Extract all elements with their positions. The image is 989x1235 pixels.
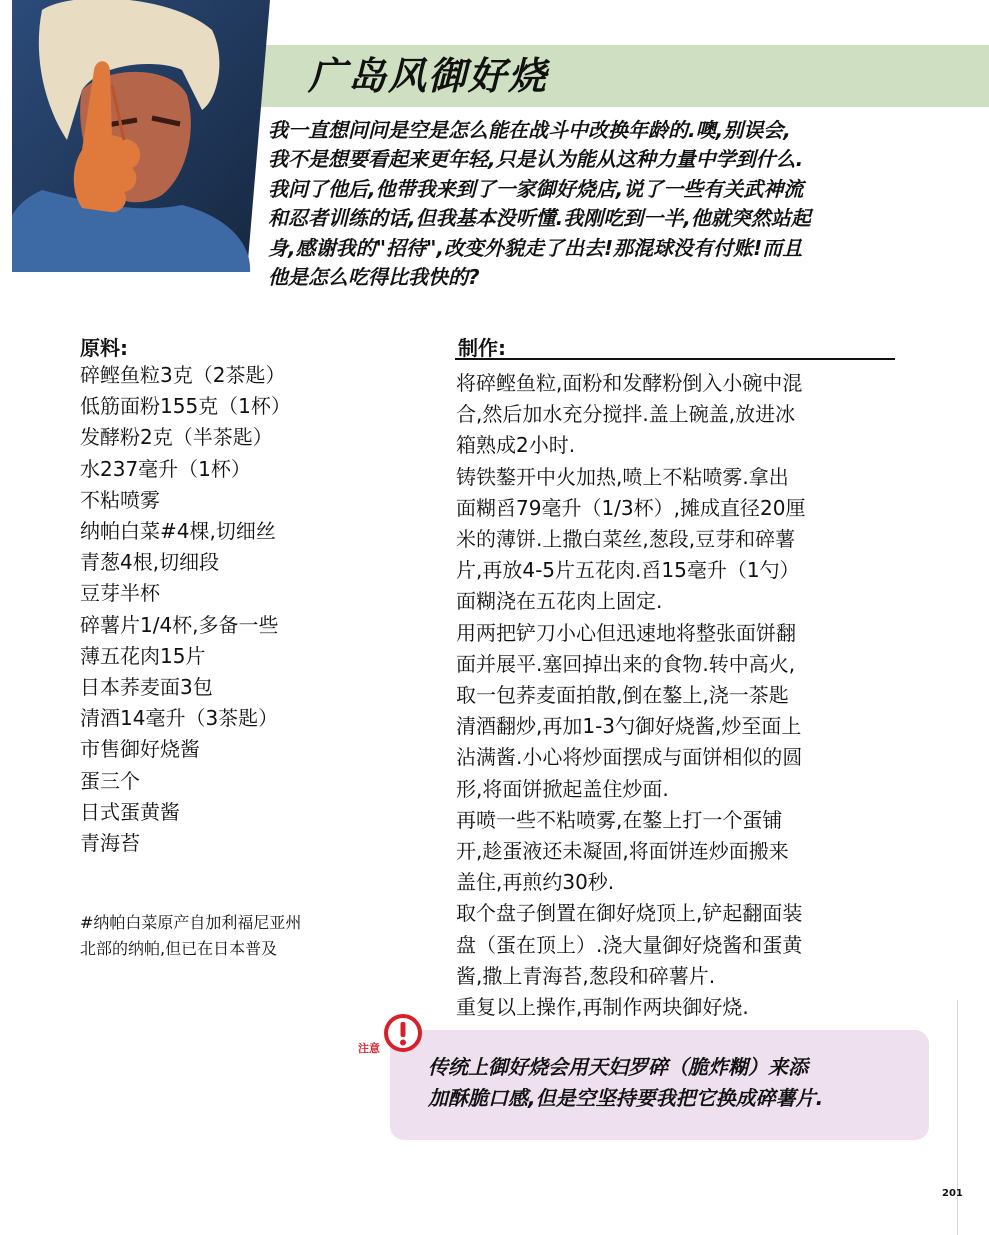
method-line: 取一包荞麦面拍散,倒在鏊上,浇一茶匙 xyxy=(456,683,789,708)
method-line: 片,再放4-5片五花肉.舀15毫升（1勺） xyxy=(456,558,800,583)
method-line: 重复以上操作,再制作两块御好烧. xyxy=(456,995,749,1020)
method-line: 将碎鲣鱼粒,面粉和发酵粉倒入小碗中混 xyxy=(456,371,803,395)
method-line: 箱熟成2小时. xyxy=(456,433,576,458)
ingredient-item: 市售御好烧酱 xyxy=(80,737,200,762)
ingredient-item: 纳帕白菜#4棵,切细丝 xyxy=(80,519,276,544)
method-line: 面糊舀79毫升（1/3杯）,摊成直径20厘 xyxy=(456,495,806,520)
method-line: 面并展平.塞回掉出来的食物.转中高火, xyxy=(456,651,796,676)
intro-text xyxy=(268,116,968,292)
method-line: 铸铁鏊开中火加热,喷上不粘喷雾.拿出 xyxy=(456,464,789,489)
ingredient-item: 水237毫升（1杯） xyxy=(80,456,251,481)
footnote-line: #纳帕白菜原产自加利福尼亚州 xyxy=(80,913,302,932)
method-line: 再喷一些不粘喷雾,在鏊上打一个蛋铺 xyxy=(456,807,783,832)
ingredient-item: 碎鲣鱼粒3克（2茶匙） xyxy=(80,363,286,387)
ingredient-item: 清酒14毫升（3茶匙） xyxy=(80,706,279,731)
footnote-line: 北部的纳帕,但已在日本普及 xyxy=(80,939,278,958)
ingredients-heading: 原料: xyxy=(80,336,128,360)
method-line: 用两把铲刀小心但迅速地将整张面饼翻 xyxy=(456,620,796,645)
ingredients-list xyxy=(80,360,291,859)
notice-line: 加酥脆口感,但是空坚持要我把它换成碎薯片. xyxy=(428,1086,824,1110)
ingredient-item: 发酵粉2克（半茶匙） xyxy=(80,425,273,450)
method-divider xyxy=(455,358,895,360)
ingredient-item: 青海苔 xyxy=(80,831,140,856)
method-line: 取个盘子倒置在御好烧顶上,铲起翻面装 xyxy=(456,901,803,926)
method-line: 米的薄饼.上撒白菜丝,葱段,豆芽和碎薯 xyxy=(456,527,796,552)
notice-label: 注意 xyxy=(358,1042,380,1055)
character-portrait xyxy=(12,0,270,272)
method-line: 清酒翻炒,再加1-3勺御好烧酱,炒至面上 xyxy=(456,714,802,739)
ingredient-item: 日式蛋黄酱 xyxy=(80,799,180,824)
method-line: 开,趁蛋液还未凝固,将面饼连炒面搬来 xyxy=(456,839,789,864)
intro-line: 我问了他后,他带我来到了一家御好烧店,说了一些有关武神流 xyxy=(268,176,804,201)
ingredient-item: 日本荞麦面3包 xyxy=(80,675,213,700)
intro-line: 我不是想要看起来更年轻,只是认为能从这种力量中学到什么. xyxy=(268,147,804,172)
method-line: 酱,撒上青海苔,葱段和碎薯片. xyxy=(456,963,716,988)
method-text xyxy=(456,368,805,1023)
method-line: 盖住,再煎约30秒. xyxy=(456,870,615,895)
ingredient-item: 薄五花肉15片 xyxy=(80,643,206,668)
intro-line: 身,感谢我的"招待",改变外貌走了出去!那混球没有付账!而且 xyxy=(268,235,803,260)
ingredient-item: 低筋面粉155克（1杯） xyxy=(80,394,291,419)
ingredient-item: 豆芽半杯 xyxy=(80,581,160,606)
intro-line: 他是怎么吃得比我快的? xyxy=(268,265,480,290)
method-line: 沾满酱.小心将炒面摆成与面饼相似的圆 xyxy=(456,745,803,770)
method-line: 合,然后加水充分搅拌.盖上碗盖,放进冰 xyxy=(456,402,796,427)
ingredient-item: 碎薯片1/4杯,多备一些 xyxy=(80,612,279,637)
intro-line: 和忍者训练的话,但我基本没听懂.我刚吃到一半,他就突然站起 xyxy=(268,206,811,231)
method-line: 形,将面饼掀起盖住炒面. xyxy=(456,776,669,801)
method-heading: 制作: xyxy=(458,336,506,360)
notice-text xyxy=(428,1052,823,1114)
page-number: 201 xyxy=(942,1188,963,1199)
method-line: 盘（蛋在顶上）.浇大量御好烧酱和蛋黄 xyxy=(456,932,803,957)
notice-line: 传统上御好烧会用天妇罗碎（脆炸糊）来添 xyxy=(428,1055,808,1079)
page-edge-line xyxy=(957,1000,958,1235)
exclamation-icon xyxy=(383,1013,423,1053)
ingredient-item: 青葱4根,切细段 xyxy=(80,550,220,575)
ingredient-footnote xyxy=(80,910,301,962)
ingredient-item: 不粘喷雾 xyxy=(80,487,160,512)
ingredient-item: 蛋三个 xyxy=(80,768,140,793)
method-line: 面糊浇在五花肉上固定. xyxy=(456,589,663,614)
page-title: 广岛风御好烧 xyxy=(308,54,549,98)
intro-line: 我一直想问问是空是怎么能在战斗中改换年龄的.噢,别误会, xyxy=(268,118,791,142)
